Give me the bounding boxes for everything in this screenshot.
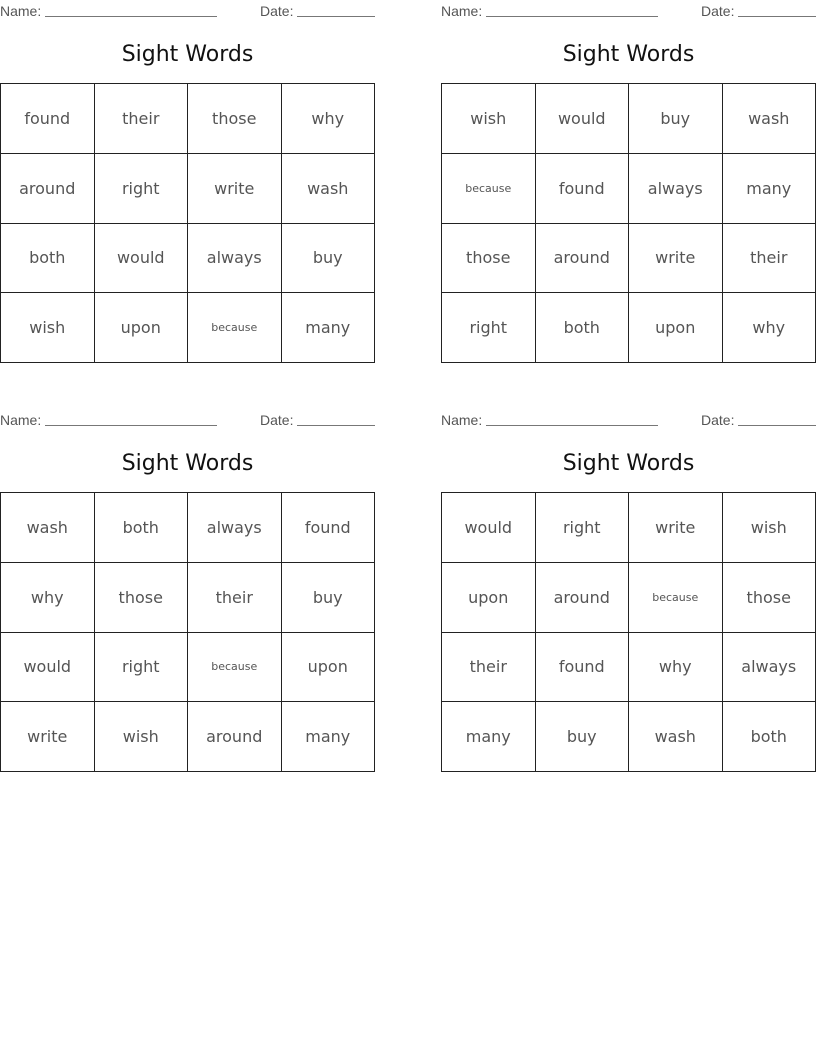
word-cell: would	[95, 224, 189, 294]
word-cell: wash	[1, 493, 95, 563]
card-header	[441, 3, 816, 19]
bingo-card-1	[0, 0, 375, 338]
word-cell: upon	[282, 633, 376, 703]
word-cell: wish	[95, 702, 189, 772]
word-cell: both	[1, 224, 95, 294]
word-cell: because	[188, 633, 282, 703]
word-cell: right	[536, 493, 630, 563]
card-header	[0, 412, 375, 428]
word-cell: wish	[1, 293, 95, 363]
word-cell: because	[442, 154, 536, 224]
name-line	[45, 16, 217, 17]
word-cell: why	[282, 84, 376, 154]
date-line	[738, 425, 816, 426]
word-cell: wish	[723, 493, 816, 563]
date-label: Date:	[701, 3, 735, 19]
card-title: Sight Words	[121, 42, 254, 67]
word-grid	[0, 492, 375, 772]
word-cell: found	[536, 154, 630, 224]
word-cell: their	[188, 563, 282, 633]
name-line	[486, 425, 658, 426]
word-cell: around	[188, 702, 282, 772]
word-grid	[441, 492, 816, 772]
name-line	[45, 425, 217, 426]
word-cell: wish	[442, 84, 536, 154]
name-label: Name:	[0, 412, 42, 428]
word-cell: upon	[629, 293, 723, 363]
word-cell: write	[1, 702, 95, 772]
word-grid	[0, 83, 375, 363]
word-cell: because	[629, 563, 723, 633]
name-label: Name:	[0, 3, 42, 19]
word-cell: their	[95, 84, 189, 154]
word-grid	[441, 83, 816, 363]
word-cell: because	[188, 293, 282, 363]
bingo-card-2	[441, 0, 816, 338]
word-cell: many	[442, 702, 536, 772]
word-cell: found	[1, 84, 95, 154]
card-header	[0, 3, 375, 19]
word-cell: buy	[282, 224, 376, 294]
date-label: Date:	[701, 412, 735, 428]
card-title: Sight Words	[562, 42, 695, 67]
word-cell: right	[95, 154, 189, 224]
name-label: Name:	[441, 412, 483, 428]
bingo-card-4	[441, 409, 816, 747]
word-cell: write	[629, 224, 723, 294]
card-title: Sight Words	[562, 451, 695, 476]
word-cell: right	[442, 293, 536, 363]
word-cell: why	[629, 633, 723, 703]
word-cell: found	[536, 633, 630, 703]
date-label: Date:	[260, 412, 294, 428]
card-header	[441, 412, 816, 428]
word-cell: always	[188, 493, 282, 563]
word-cell: those	[188, 84, 282, 154]
word-cell: wash	[282, 154, 376, 224]
word-cell: around	[536, 563, 630, 633]
word-cell: many	[282, 702, 376, 772]
date-line	[297, 16, 375, 17]
word-cell: buy	[282, 563, 376, 633]
bingo-card-3	[0, 409, 375, 747]
word-cell: many	[723, 154, 816, 224]
word-cell: upon	[95, 293, 189, 363]
word-cell: buy	[629, 84, 723, 154]
word-cell: wash	[629, 702, 723, 772]
date-line	[738, 16, 816, 17]
word-cell: always	[188, 224, 282, 294]
name-line	[486, 16, 658, 17]
word-cell: those	[95, 563, 189, 633]
word-cell: those	[442, 224, 536, 294]
name-label: Name:	[441, 3, 483, 19]
date-label: Date:	[260, 3, 294, 19]
word-cell: always	[723, 633, 816, 703]
word-cell: why	[723, 293, 816, 363]
word-cell: around	[1, 154, 95, 224]
word-cell: buy	[536, 702, 630, 772]
date-line	[297, 425, 375, 426]
word-cell: their	[723, 224, 816, 294]
word-cell: write	[188, 154, 282, 224]
word-cell: always	[629, 154, 723, 224]
word-cell: those	[723, 563, 816, 633]
word-cell: both	[536, 293, 630, 363]
word-cell: write	[629, 493, 723, 563]
word-cell: right	[95, 633, 189, 703]
word-cell: upon	[442, 563, 536, 633]
word-cell: found	[282, 493, 376, 563]
word-cell: why	[1, 563, 95, 633]
word-cell: both	[95, 493, 189, 563]
word-cell: would	[536, 84, 630, 154]
word-cell: their	[442, 633, 536, 703]
word-cell: both	[723, 702, 816, 772]
word-cell: wash	[723, 84, 816, 154]
word-cell: around	[536, 224, 630, 294]
card-title: Sight Words	[121, 451, 254, 476]
word-cell: would	[1, 633, 95, 703]
word-cell: would	[442, 493, 536, 563]
word-cell: many	[282, 293, 376, 363]
